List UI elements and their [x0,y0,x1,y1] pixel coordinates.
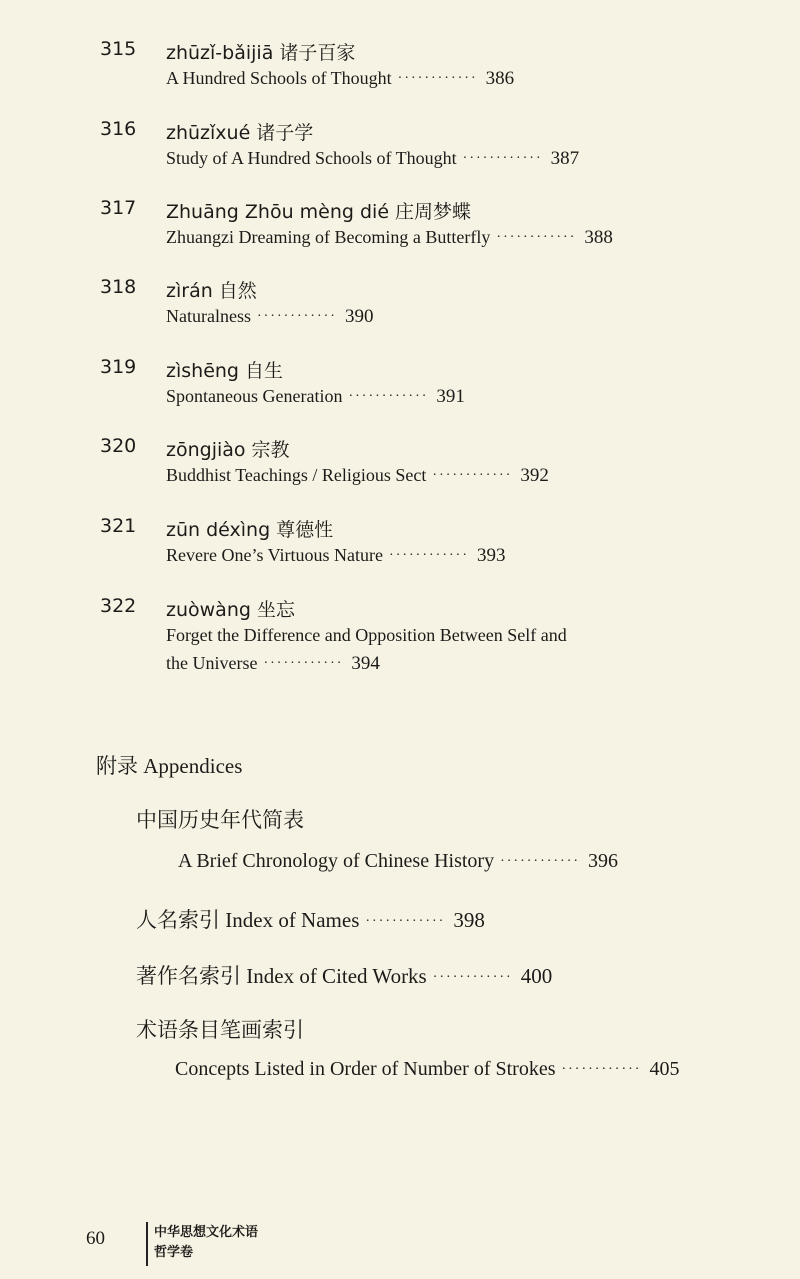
entry-translation [166,302,373,331]
entry-translation [166,223,613,252]
entry-term [166,356,283,383]
leader-dots: ············ [500,854,581,869]
appendix-strokes [175,1058,679,1081]
appendix-strokes-chinese: 术语条目笔画索引 [136,1018,304,1042]
series-title [154,1222,258,1262]
entry-hanzi: 自生 [245,360,284,382]
series-title-line1: 中华思想文化术语 [154,1224,259,1239]
entry-pinyin: zuòwàng [166,599,251,621]
entry-page: 393 [476,545,506,566]
entry-pinyin: zhūzǐxué [166,122,251,144]
entry-number: 319 [100,356,137,378]
entry-hanzi: 诸子学 [256,122,314,144]
entry-translation [166,382,465,411]
entry-pinyin: zìrán [166,280,213,302]
entry-english: Buddhist Teachings / Religious Sect [166,465,427,485]
appendix-chronology [178,850,618,873]
appendix-page: 396 [588,850,619,872]
leader-dots: ············ [432,468,513,483]
appendix-chronology-english: A Brief Chronology of Chinese History [178,850,495,872]
series-title-line2: 哲学卷 [154,1244,194,1259]
entry-number: 322 [100,595,137,617]
entry-pinyin: zūn déxìng [166,519,271,541]
entry-translation [166,64,514,93]
appendix-works [136,960,552,990]
entry-english: Forget the Difference and Opposition Between Self and [166,625,567,645]
entry-term [166,276,257,303]
entry-translation [166,144,579,173]
entry-hanzi: 尊德性 [276,519,334,541]
entry-english: Naturalness [166,306,251,326]
appendix-page: 400 [520,964,553,988]
entry-hanzi: 庄周梦蝶 [395,201,472,223]
appendix-page: 405 [649,1058,680,1080]
entry-english: Study of A Hundred Schools of Thought [166,148,457,168]
leader-dots: ············ [256,309,337,324]
entry-translation [166,541,505,570]
entry-page: 390 [344,306,374,327]
appendix-works-title: 著作名索引 Index of Cited Works [136,964,427,988]
appendix-names-title: 人名索引 Index of Names [136,908,360,932]
entry-english: A Hundred Schools of Thought [166,68,392,88]
entry-english: Revere One’s Virtuous Nature [166,545,384,565]
entry-term [166,515,333,542]
entry-page: 391 [436,386,465,407]
entry-number: 320 [100,435,137,457]
footer-divider [146,1222,148,1266]
entry-hanzi: 宗教 [251,439,290,461]
entry-english: Spontaneous Generation [166,386,343,406]
leader-dots: ············ [348,389,429,404]
leader-dots: ············ [462,151,543,166]
leader-dots: ············ [432,970,513,985]
entry-pinyin: zhūzǐ-bǎijiā [166,42,274,64]
leader-dots: ············ [389,548,469,563]
entry-hanzi: 坐忘 [256,599,295,621]
entry-translation [166,461,549,490]
entry-translation [166,649,380,678]
appendix-strokes-english: Concepts Listed in Order of Number of Strokes [175,1058,556,1080]
entry-term [166,197,471,224]
page-number: 60 [86,1228,105,1249]
entry-term [166,435,290,462]
entry-term [166,38,355,65]
leader-dots: ············ [263,656,344,671]
appendix-chronology-chinese: 中国历史年代简表 [136,808,304,832]
appendix-page: 398 [453,908,485,932]
leader-dots: ············ [496,230,577,245]
entry-page: 386 [485,68,515,89]
appendices-heading: 附录 Appendices [96,754,243,778]
entry-term [166,118,313,145]
entry-pinyin: Zhuāng Zhōu mèng dié [166,201,390,223]
entry-page: 388 [584,227,613,248]
entry-term [166,595,295,622]
entry-page: 387 [550,148,580,169]
entry-page: 394 [351,653,380,674]
leader-dots: ············ [365,914,446,929]
leader-dots: ············ [561,1062,642,1077]
entry-english: Zhuangzi Dreaming of Becoming a Butterfly [166,227,491,247]
appendix-names [136,904,485,934]
entry-number: 315 [100,38,137,60]
entry-english-continued: the Universe [166,653,258,673]
entry-pinyin: zōngjiào [166,439,246,461]
entry-number: 318 [100,276,137,298]
entry-number: 316 [100,118,137,140]
entry-hanzi: 自然 [218,280,257,302]
entry-number: 321 [100,515,137,537]
entry-number: 317 [100,197,137,219]
entry-page: 392 [520,465,549,486]
entry-hanzi: 诸子百家 [279,42,356,64]
leader-dots: ············ [397,71,478,86]
entry-pinyin: zìshēng [166,360,239,382]
